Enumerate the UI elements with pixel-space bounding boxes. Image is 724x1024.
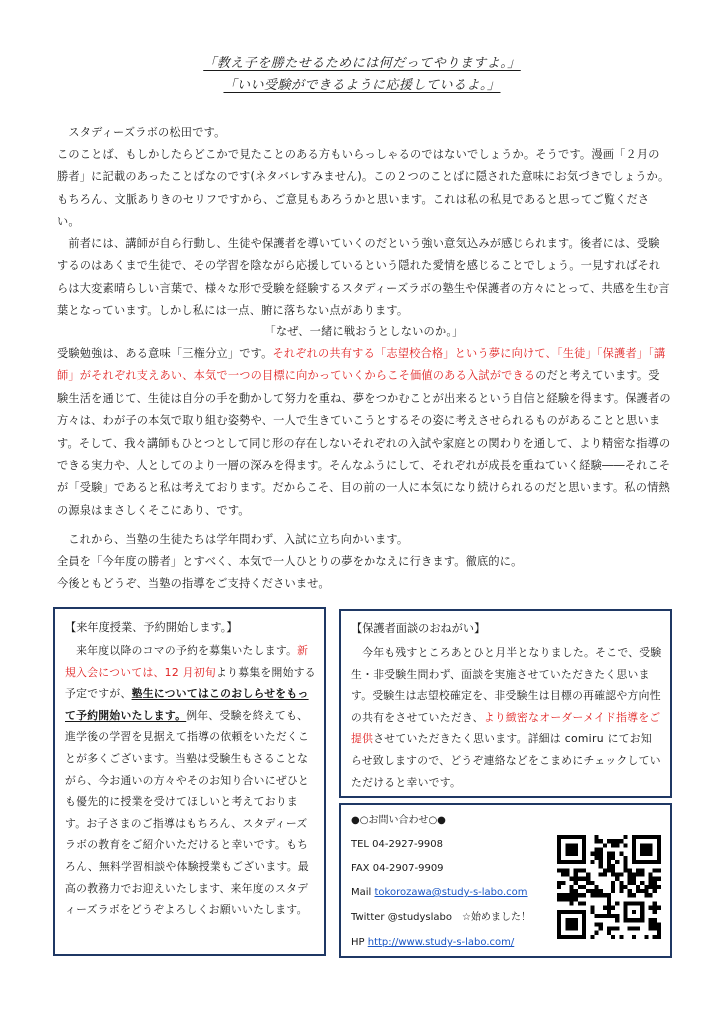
intro-paragraph-6: 今後ともどうぞ、当塾の指導をご支持くださいませ。 [57,577,330,590]
header-quote-2 [0,74,724,93]
contact-mail-link[interactable]: tokorozawa@study-s-labo.com [374,887,528,898]
intro-paragraph-5: 全員を「今年度の勝者」とすべく、本気で一人ひとりの夢をかなえに行きます。徹底的に。 [57,555,523,568]
intro-paragraph-1: このことば、もしかしたらどこかで見たことのある方もいらっしゃるのではないでしょうか。そうです。漫画「２月の勝者」に記載のあったことばなのです(ネタバレすみません)。この２つのことばに隠された意味にお気づきでしょうか。もちろん、文脈ありきのセリフですから、ご意見もあろうかと思います。これは私の私見であると思ってご覧ください。 [57,148,670,229]
qr-code-icon[interactable] [557,835,661,939]
contact-hp-label: HP [351,937,368,948]
booking-text-members-notice: 塾生についてはこのおしらせをもって予約開始いたします。 [65,687,309,722]
header-quote-2-text: 「いい受験ができるように応援しているよ。」 [223,78,501,93]
intro-paragraph-4: これから、当塾の生徒たちは学年問わず、入試に立ち向かいます。 [57,533,409,546]
contact-box [339,803,672,958]
contact-mail [351,886,528,900]
intro-paragraph-3-highlight: それぞれの共有する「志望校合格」という夢に向けて、「生徒」「保護者」「講師」がそれぞれ支えあい、本気で一つの目標に向かっていくからこそ価値のある入試ができる [57,347,666,383]
intro-greeting: スタディーズラボの松田です。 [57,126,226,139]
intro-center-quote: 「なぜ、一緒に戦おうとしないのか。」 [264,325,464,338]
contact-mail-label: Mail [351,887,375,898]
meeting-text-intro: 今年も残すところあとひと月半となりました。そこで、受験生・非受験生問わず、面談を実施させていただきたく思います。受験生は志望校確定を、非受験生は目標の再確認や方向性の共有をさせていただき、 [351,646,662,724]
meeting-text-highlight: より緻密なオーダーメイド指導をご提供 [351,710,661,746]
contact-hp-link[interactable]: http://www.study-s-labo.com/ [367,937,515,948]
booking-text-new-members: 新規入会については、12 月初旬 [65,644,309,679]
contact-twitter: Twitter @studyslabo ☆始めました！ [351,912,531,923]
parent-meeting-title: 【保護者面談のおねがい】 [351,622,486,635]
booking-text-body: 例年、受験を終えても、進学後の学習を見据えて指導の依頼をいただくことが多くございます。当塾は受験生もさることながら、今お通いの方々やそのお知り合いにぜひとも優先的に授業を受けてほしいと考えております。お子さまのご指導はもちろん、スタディーズラボの教育をご紹介いただけると幸いです。もちろん、無料学習相談や体験授業もございます。最高の教務力でお迎えいたします、来年度のスタディーズラボをどうぞよろしくお願いいたします。 [65,708,310,917]
contact-tel: TEL 04-2927-9908 [351,839,444,850]
contact-hp [351,936,514,950]
contact-heading: ●○お問い合わせ○● [351,815,446,826]
next-year-booking-title: 【来年度授業、予約開始します。】 [65,621,238,634]
booking-text-intro: 来年度以降のコマの予約を募集いたします。 [65,644,298,657]
intro-paragraph-3 [57,343,671,522]
next-year-booking-box [53,607,326,956]
parent-meeting-box [339,609,672,798]
header-quote-1 [0,52,724,71]
parent-meeting-text [351,642,662,793]
intro-paragraph-2: 前者には、講師が自ら行動し、生徒や保護者を導いていくのだという強い意気込みが感じられます。後者には、受験するのはあくまで生徒で、その学習を陰ながら応援しているという隠れた愛情を感じることでしょう。一見すればそれらは大変素晴らしい言葉で、様々な形で受験を経験するスタディーズラボの塾生や保護者の方々にとって、共感を生む言葉となっています。しかし私には一点、腑に落ちない点があります。 [57,237,670,318]
contact-fax: FAX 04-2907-9909 [351,863,444,874]
header-quote-1-text: 「教え子を勝たせるためには何だってやりますよ。」 [203,56,521,71]
intro-paragraph-3-lead: 受験勉強は、ある意味「三権分立」です。 [57,347,273,360]
next-year-booking-text [65,640,316,921]
meeting-text-body: させていただきたく思います。詳細は comiru にてお知らせ致しますので、どうぞ連絡などをこまめにチェックしていただけると幸いです。 [351,732,661,789]
intro-paragraph-3-body: のだと考えています。受験生活を通じて、生徒は自分の手を動かして努力を重ね、夢をつかむことが出来るという自信と経験を得ます。保護者の方々は、わが子の本気で取り組む姿勢や、一人で生きていこうとするその姿に考えさせられるものがあることと思います。そして、我々講師もひとつとして同じ形の存在しないそれぞれの入試や家庭との関わりを通して、より精密な指導のできる実力や、人としてのより一層の深みを得ます。そんなふうにして、それぞれが成長を重ねていく経験――それこそが「受験」であると私は考えております。だからこそ、目の前の一人に本気になり続けられるのだと思います。私の情熱の源泉はまさしくそこにあり、です。 [57,369,671,517]
booking-text-schedule: より募集を開始する予定ですが、 [65,665,316,701]
